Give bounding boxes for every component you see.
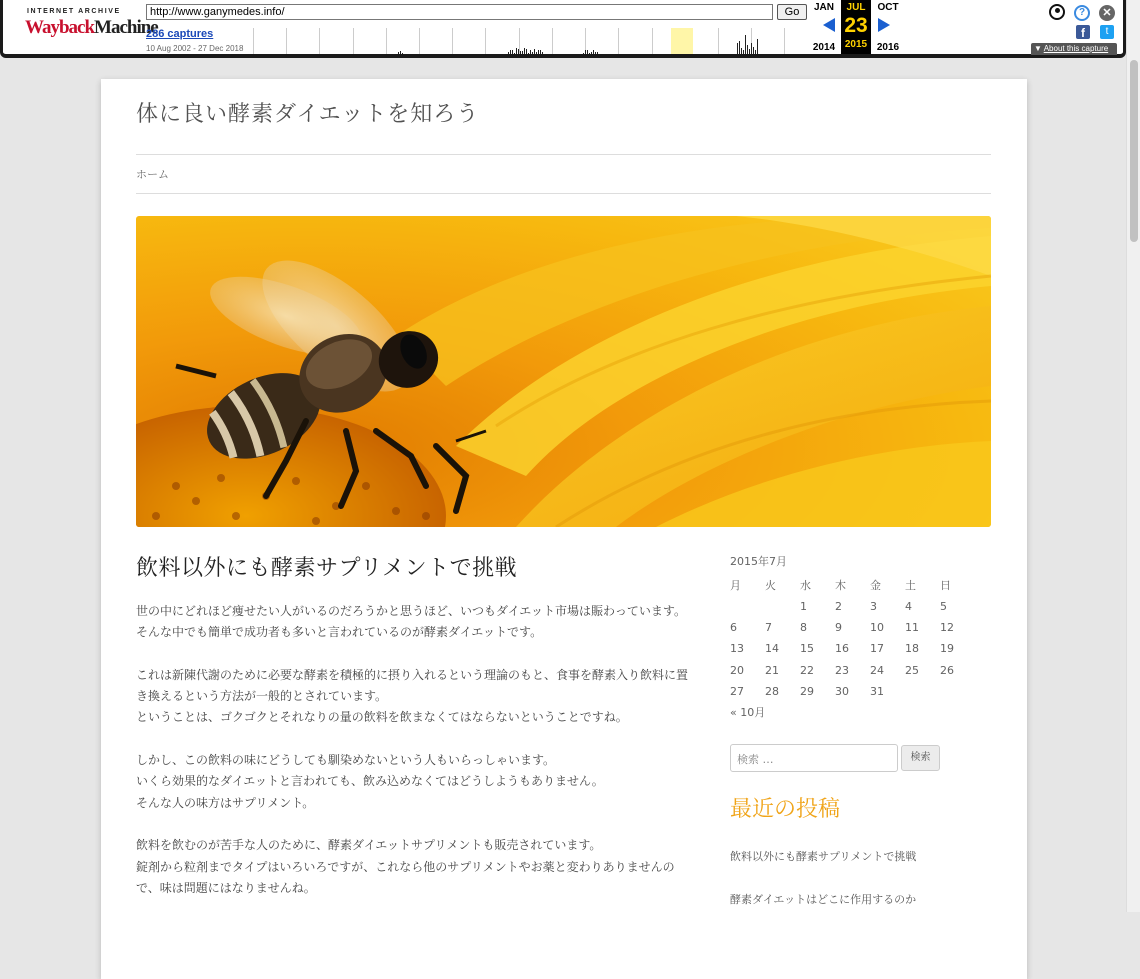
wayback-cur-year: 2015 <box>844 39 868 50</box>
calendar-week <box>730 681 975 702</box>
calendar-day: 3 <box>870 599 877 613</box>
sparkline-bar <box>526 49 527 54</box>
calendar-day: 7 <box>765 620 772 634</box>
sparkline-bar <box>739 41 740 54</box>
calendar-day: 6 <box>730 620 737 634</box>
post-line: そんな人の味方はサプリメント。 <box>136 795 315 810</box>
calendar-day: 9 <box>835 620 842 634</box>
calendar-day: 10 <box>870 620 884 634</box>
calendar-day: 5 <box>940 599 947 613</box>
sparkline-bar <box>757 39 758 54</box>
site-title[interactable]: 体に良い酵素ダイエットを知ろう <box>136 102 480 127</box>
sparkline-bar <box>743 50 744 54</box>
post-line: 飲料を飲むのが苦手な人のために、酵素ダイエットサプリメントも販売されています。 <box>136 838 602 853</box>
post-line: 世の中にどれほど痩せたい人がいるのだろうかと思うほど、いつもダイエット市場は賑わっています。 <box>136 604 686 618</box>
sparkline-bar <box>749 49 750 54</box>
post-title[interactable]: 飲料以外にも酵素サプリメントで挑戦 <box>136 556 518 581</box>
sparkline-bar <box>516 48 517 54</box>
sparkline-bar <box>751 43 752 54</box>
sparkline-current-year-highlight <box>671 28 693 54</box>
sparkline-bar <box>587 50 588 54</box>
calendar-day: 31 <box>870 685 884 699</box>
calendar-day: 29 <box>800 685 814 699</box>
wayback-cur-day: 23 <box>844 14 868 37</box>
calendar-day: 18 <box>905 642 919 656</box>
sparkline-bar <box>745 35 746 54</box>
sparkline-bar <box>583 53 584 54</box>
calendar-day: 19 <box>940 642 954 656</box>
wayback-logo-main-b: Machine <box>94 17 158 38</box>
sparkline-bar <box>524 48 525 54</box>
sparkline-bar <box>542 52 543 54</box>
sparkline-bar <box>528 53 529 54</box>
sparkline-bar <box>514 53 515 54</box>
post-body <box>136 601 696 920</box>
calendar-week <box>730 638 975 659</box>
facebook-icon[interactable]: f <box>1076 25 1090 39</box>
post-line: これは新陳代謝のために必要な酵素を積極的に摂り入れるという理論のもと、食事を酵素入り飲料に置き換えるという方法が一般的とされています。 <box>136 667 689 704</box>
calendar-weekday: 日 <box>940 578 951 592</box>
calendar-day: 14 <box>765 642 779 656</box>
help-icon[interactable]: ? <box>1074 5 1090 21</box>
calendar-day: 28 <box>765 685 779 699</box>
post-paragraph <box>136 750 696 814</box>
recent-post-link[interactable]: 飲料以外にも酵素サプリメントで挑戦 <box>730 850 917 863</box>
calendar-day: 2 <box>835 599 842 613</box>
calendar-day: 16 <box>835 642 849 656</box>
wayback-logo-main-a: Wayback <box>25 17 95 38</box>
recent-posts-title: 最近の投稿 <box>730 797 841 822</box>
nav-item-home[interactable]: ホーム <box>136 168 169 181</box>
calendar-day: 8 <box>800 620 807 634</box>
calendar-weekday: 月 <box>730 578 741 592</box>
sparkline-bar <box>532 52 533 54</box>
post-paragraph <box>136 835 696 899</box>
calendar-weekday: 金 <box>870 578 881 592</box>
calendar-day: 11 <box>905 620 919 634</box>
post-paragraph <box>136 601 696 644</box>
post-line: そんな中でも簡単で成功者も多いと言われているのが酵素ダイエットです。 <box>136 625 543 640</box>
user-account-icon[interactable] <box>1049 4 1065 20</box>
twitter-icon[interactable]: t <box>1100 25 1114 39</box>
wayback-url-input[interactable]: http://www.ganymedes.info/ <box>146 4 773 20</box>
calendar-table <box>730 574 975 702</box>
calendar-week <box>730 595 975 616</box>
about-capture-label: About this capture <box>1043 44 1109 53</box>
wayback-cur-month: JUL <box>846 2 866 13</box>
calendar-weekday: 火 <box>765 578 776 592</box>
sparkline-bar <box>510 50 511 54</box>
sparkline-bar <box>534 49 535 54</box>
calendar-day <box>730 595 765 616</box>
next-capture-arrow-icon[interactable] <box>878 18 890 32</box>
post-line: ということは、ゴクゴクとそれなりの量の飲料を飲まなくてはならないということですね。 <box>136 710 628 725</box>
wayback-next-month[interactable]: OCT <box>877 2 899 13</box>
recent-post-link[interactable]: 酵素ダイエットはどこに作用するのか <box>730 893 917 906</box>
calendar-day: 12 <box>940 620 954 634</box>
sparkline-bar <box>402 53 403 54</box>
post-line: いくら効果的なダイエットと言われても、飲み込めなくてはどうしようもありません。 <box>136 774 604 789</box>
wayback-toolbar <box>0 0 1126 58</box>
wayback-current-capture <box>841 0 871 54</box>
sparkline-bar <box>518 49 519 54</box>
about-capture-toggle[interactable] <box>1031 43 1117 55</box>
calendar-weekday-row <box>730 574 975 595</box>
sparkline-bar <box>522 51 523 54</box>
calendar-day: 1 <box>800 599 807 613</box>
sparkline-bar <box>398 52 399 54</box>
calendar-day: 21 <box>765 663 779 677</box>
sparkline-bar <box>593 50 594 54</box>
close-icon[interactable]: ✕ <box>1099 5 1115 21</box>
calendar-day: 23 <box>835 663 849 677</box>
calendar-prev-month-link[interactable]: « 10月 <box>730 706 766 720</box>
post-line: 錠剤から粒剤までタイプはいろいろですが、これなら他のサプリメントやお薬と変わりありませんので、味は問題にはなりませんね。 <box>136 859 675 895</box>
post-paragraph <box>136 665 696 729</box>
wayback-prev-month[interactable]: JAN <box>813 2 834 13</box>
search-button[interactable]: 検索 <box>901 745 940 771</box>
main-navigation <box>136 154 991 194</box>
sparkline-bar <box>747 45 748 54</box>
sparkline-bar <box>755 50 756 54</box>
page-container <box>101 79 1027 979</box>
wayback-logo-top: INTERNET ARCHIVE <box>27 8 121 15</box>
header-image <box>136 216 991 527</box>
calendar-weekday: 土 <box>905 578 916 592</box>
calendar-weekday: 水 <box>800 578 811 592</box>
calendar-day: 27 <box>730 685 744 699</box>
sparkline-bar <box>737 43 738 54</box>
page-scrollbar[interactable] <box>1126 0 1140 912</box>
sparkline-bar <box>520 51 521 54</box>
calendar-day: 13 <box>730 642 744 656</box>
sparkline-bar <box>530 50 531 54</box>
prev-capture-arrow-icon[interactable] <box>823 18 835 32</box>
about-arrow-icon: ▼ <box>1034 44 1042 53</box>
post-line: しかし、この飲料の味にどうしても馴染めないという人もいらっしゃいます。 <box>136 753 556 768</box>
sparkline-bar <box>538 50 539 54</box>
calendar-day: 22 <box>800 663 814 677</box>
wayback-prev-year[interactable]: 2014 <box>812 42 836 53</box>
sparkline-bar <box>512 50 513 54</box>
calendar-day: 30 <box>835 685 849 699</box>
calendar-day: 25 <box>905 663 919 677</box>
search-input[interactable]: 検索 … <box>730 744 898 772</box>
calendar-body <box>730 595 975 702</box>
calendar-week <box>730 660 975 681</box>
sparkline-bar <box>595 52 596 54</box>
calendar-day: 4 <box>905 599 912 613</box>
calendar-day <box>765 595 800 616</box>
calendar-day: 26 <box>940 663 954 677</box>
sparkline-bar <box>597 52 598 54</box>
wayback-logo[interactable] <box>23 6 158 46</box>
sparkline-bar <box>536 52 537 54</box>
scrollbar-thumb[interactable] <box>1130 60 1138 242</box>
calendar-caption: 2015年7月 <box>730 555 787 568</box>
sparkline-bar <box>508 52 509 54</box>
sparkline-bar <box>741 48 742 54</box>
sparkline-bar <box>540 50 541 54</box>
sparkline-bar <box>753 47 754 54</box>
calendar-day: 20 <box>730 663 744 677</box>
wayback-go-button[interactable]: Go <box>777 4 807 20</box>
calendar-day: 15 <box>800 642 814 656</box>
calendar-day: 17 <box>870 642 884 656</box>
wayback-date-range: 10 Aug 2002 - 27 Dec 2018 <box>146 44 244 53</box>
wayback-capture-sparkline[interactable] <box>253 26 801 54</box>
calendar-week <box>730 617 975 638</box>
calendar-weekday: 木 <box>835 578 846 592</box>
sparkline-bar <box>585 50 586 54</box>
calendar-day: 24 <box>870 663 884 677</box>
wayback-captures-link[interactable]: 286 captures <box>146 28 214 40</box>
sparkline-bar <box>591 52 592 54</box>
bee-on-sunflower-image <box>136 216 991 527</box>
sparkline-bar <box>589 53 590 54</box>
wayback-next-year[interactable]: 2016 <box>876 42 900 53</box>
wayback-logo-main <box>25 17 158 39</box>
calendar-widget <box>730 553 980 720</box>
calendar-day <box>905 681 940 702</box>
sparkline-bar <box>400 51 401 54</box>
calendar-day <box>940 681 975 702</box>
